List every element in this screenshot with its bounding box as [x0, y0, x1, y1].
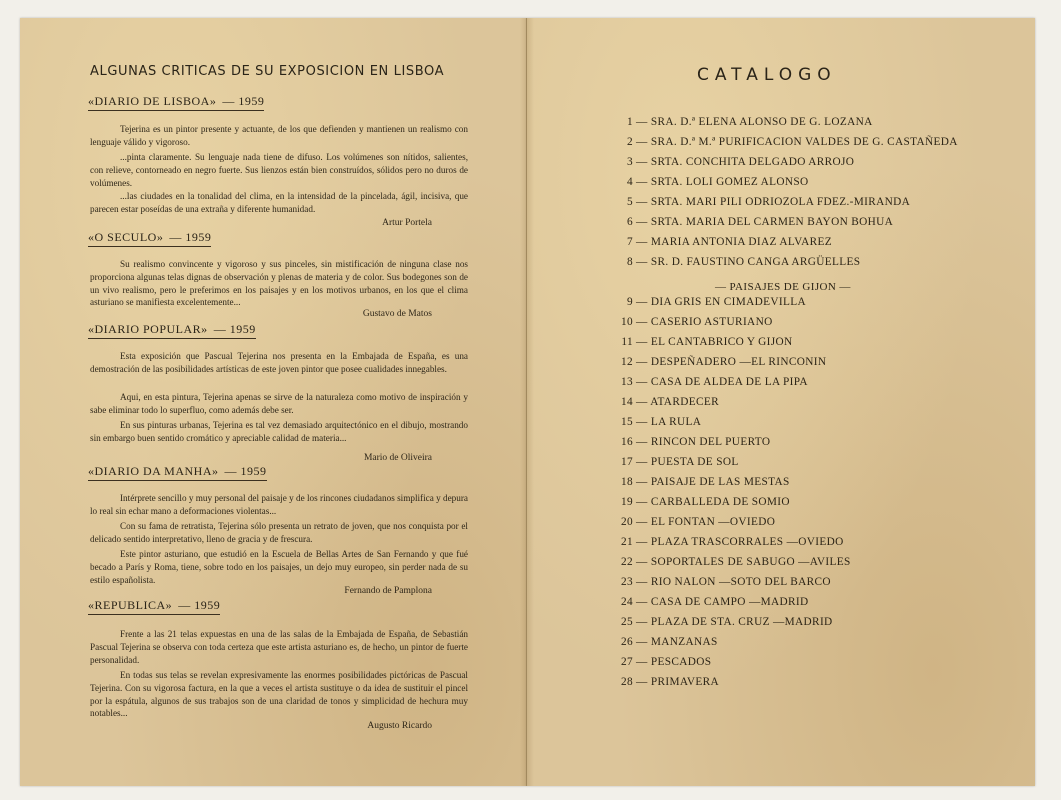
review-source-heading — [88, 230, 211, 247]
catalog-item-dash: — — [636, 436, 651, 448]
catalog-item-dash: — — [636, 516, 651, 528]
catalog-item — [605, 216, 893, 228]
catalog-item-title: PESCADOS — [650, 656, 712, 668]
catalog-item — [605, 156, 854, 168]
review-source: «O SECULO» — [88, 230, 164, 244]
catalog-item-number: 15 — [621, 416, 633, 428]
catalog-item-title: SRA. D.ª M.ª PURIFICACION VALDES DE G. CASTAÑEDA — [650, 136, 958, 148]
catalog-item-dash: — — [636, 576, 651, 588]
catalog-item-number: 20 — [621, 516, 633, 528]
catalog-item-number: 5 — [627, 196, 633, 208]
review-paragraph: Intérprete sencillo y muy personal del paisaje y de los rincones ciudadanos simplifica y depura lo real sin echar mano a deformaciones violentas... — [90, 493, 468, 516]
catalog-item — [605, 256, 860, 268]
catalog-item-title: CASA DE CAMPO —MADRID — [650, 596, 809, 608]
catalog-item-number: 6 — [627, 216, 633, 228]
review-paragraph: ...pinta claramente. Su lenguaje nada tiene de difuso. Los volúmenes son nítidos, salientes, con relieve, contorneado en negro fuerte. Sus lienzos están bien construídos, sólidos pero no duros de volúmenes. — [90, 152, 468, 188]
catalog-item-dash: — — [636, 256, 651, 268]
left-page-title: ALGUNAS CRITICAS DE SU EXPOSICION EN LISBOA — [90, 64, 445, 79]
catalog-item-dash: — — [636, 536, 651, 548]
catalog-item-title: PLAZA DE STA. CRUZ —MADRID — [650, 616, 833, 628]
catalog-item-dash: — — [636, 616, 651, 628]
catalog-item-number: 11 — [621, 336, 633, 348]
catalog-item-dash: — — [636, 376, 651, 388]
catalog-item-dash: — — [636, 656, 651, 668]
catalog-item — [605, 296, 806, 308]
catalog-item-title: EL CANTABRICO Y GIJON — [650, 336, 793, 348]
catalog-item-title: RINCON DEL PUERTO — [650, 436, 771, 448]
catalog-item-number: 26 — [621, 636, 633, 648]
catalog-item-number: 13 — [621, 376, 633, 388]
catalog-item-number: 22 — [621, 556, 633, 568]
catalog-item — [605, 376, 808, 388]
review-source-heading — [88, 322, 256, 339]
catalog-item-number: 4 — [627, 176, 633, 188]
page-fold — [520, 18, 534, 786]
catalog-item-dash: — — [636, 156, 651, 168]
catalog-item — [605, 476, 790, 488]
catalog-item-dash: — — [636, 396, 651, 408]
catalog-item-number: 1 — [627, 116, 633, 128]
catalog-item-title: PUESTA DE SOL — [650, 456, 739, 468]
catalog-item — [605, 356, 826, 368]
catalog-item — [605, 656, 711, 668]
review-year: — 1959 — [213, 322, 256, 336]
catalog-item — [605, 396, 719, 408]
catalog-item-dash: — — [636, 456, 651, 468]
review-source-heading — [88, 94, 264, 111]
review-paragraph: Tejerina es un pintor presente y actuante, de los que defienden y mantienen un realismo con lenguaje válido y vigoroso. — [90, 124, 468, 147]
catalog-item — [605, 616, 833, 628]
catalog-item-number: 24 — [621, 596, 633, 608]
catalog-item — [605, 456, 739, 468]
catalog-item-title: CASA DE ALDEA DE LA PIPA — [650, 376, 808, 388]
catalog-item-title: SOPORTALES DE SABUGO —AVILES — [650, 556, 851, 568]
catalog-item-number: 10 — [621, 316, 633, 328]
catalog-item — [605, 316, 773, 328]
catalog-item-number: 9 — [627, 296, 633, 308]
review-author: Mario de Oliveira — [363, 453, 432, 463]
catalog-item-number: 7 — [627, 236, 633, 248]
catalog-item — [605, 336, 793, 348]
catalog-item-dash: — — [636, 176, 651, 188]
review-author: Artur Portela — [382, 218, 432, 228]
catalog-item-title: SRTA. MARI PILI ODRIOZOLA FDEZ.-MIRANDA — [650, 196, 911, 208]
catalog-item-title: SRTA. LOLI GOMEZ ALONSO — [650, 176, 809, 188]
catalog-item-dash: — — [636, 416, 651, 428]
review-paragraph: En todas sus telas se revelan expresivamente las enormes posibilidades pictóricas de Pascual Tejerina. Con su vigorosa factura, en la que a veces el artista sustituye o da idea de sustituir el pincel por la espátula, algunos de sus trabajos son de una claridad de tonos y simplicidad de hechura muy notables... — [90, 670, 468, 719]
review-source-heading — [88, 464, 267, 481]
review-paragraph: Aqui, en esta pintura, Tejerina apenas se sirve de la naturaleza como motivo de inspiración y sabe eliminar todo lo superfluo, como además debe ser. — [90, 392, 468, 415]
catalog-item — [605, 576, 831, 588]
catalog-item-title: MANZANAS — [650, 636, 718, 648]
catalog-item-number: 23 — [621, 576, 633, 588]
catalog-item-number: 17 — [621, 456, 633, 468]
catalog-item — [605, 516, 775, 528]
review-paragraph: Con su fama de retratista, Tejerina sólo presenta un retrato de joven, que nos conquista por el delicado sentido interpretativo, lleno de gracia y de frescura. — [90, 521, 468, 544]
catalog-item-title: PLAZA TRASCORRALES —OVIEDO — [650, 536, 844, 548]
review-paragraph: Frente a las 21 telas expuestas en una de las salas de la Embajada de España, de Sebastián Pascual Tejerina se observa con toda certeza que este artista asturiano es, de hecho, un pintor de fuerte personalidad. — [90, 629, 468, 665]
catalog-item-dash: — — [636, 336, 651, 348]
catalog-item-title: RIO NALON —SOTO DEL BARCO — [650, 576, 831, 588]
review-year: — 1959 — [222, 94, 265, 108]
catalog-item-number: 14 — [621, 396, 633, 408]
review-year: — 1959 — [178, 598, 221, 612]
review-paragraph: Su realismo convincente y vigoroso y sus pinceles, sin mistificación de ninguna clase nos proporciona algunas telas dignas de observación y plenas de materia y de color. Sus bodegones son de un vivo realismo, pero le preferimos en los paisajes y en los motivos urbanos, en los que el clima asturiano se manifiesta excelentemente... — [90, 259, 468, 308]
catalog-item — [605, 436, 770, 448]
catalog-title: CATALOGO — [697, 65, 837, 85]
catalog-item-number: 16 — [621, 436, 633, 448]
review-source: «DIARIO DA MANHA» — [88, 464, 219, 478]
review-year: — 1959 — [224, 464, 267, 478]
catalog-item-number: 25 — [621, 616, 633, 628]
catalog-item-dash: — — [636, 136, 651, 148]
review-paragraph: Este pintor asturiano, que estudió en la Escuela de Bellas Artes de San Fernando y que fué becado a París y Roma, tiene, sobre todo en los paisajes, un dejo muy europeo, sin perder nada de su estilo españolista. — [90, 549, 468, 585]
review-source-heading — [88, 598, 220, 615]
catalog-item-title: DIA GRIS EN CIMADEVILLA — [650, 296, 807, 308]
catalog-item-title: CARBALLEDA DE SOMIO — [650, 496, 790, 508]
catalog-item-number: 27 — [621, 656, 633, 668]
catalog-item — [605, 676, 719, 688]
left-page — [20, 18, 527, 786]
catalog-item-dash: — — [636, 476, 651, 488]
catalog-subheading: — PAISAJES DE GIJON — — [715, 281, 851, 293]
catalog-item-title: CASERIO ASTURIANO — [650, 316, 773, 328]
catalog-item — [605, 496, 790, 508]
catalog-item — [605, 596, 809, 608]
catalog-item-number: 28 — [621, 676, 633, 688]
catalog-item-dash: — — [636, 236, 651, 248]
catalog-item — [605, 416, 701, 428]
catalog-item-dash: — — [636, 676, 651, 688]
catalog-item-dash: — — [636, 196, 651, 208]
review-paragraph: Esta exposición que Pascual Tejerina nos presenta en la Embajada de España, es una demostración de las posibilidades artísticas de este joven pintor que posee cualidades innegables. — [90, 351, 468, 374]
catalog-item-dash: — — [636, 496, 651, 508]
catalog-item-title: DESPEÑADERO —EL RINCONIN — [650, 356, 827, 368]
review-author: Augusto Ricardo — [367, 721, 432, 731]
catalog-item — [605, 196, 910, 208]
catalog-item — [605, 636, 718, 648]
catalog-item-dash: — — [636, 296, 651, 308]
review-source: «DIARIO DE LISBOA» — [88, 94, 217, 108]
catalog-item-number: 8 — [627, 256, 633, 268]
catalog-item-title: MARIA ANTONIA DIAZ ALVAREZ — [650, 236, 833, 248]
catalog-item-title: PAISAJE DE LAS MESTAS — [650, 476, 790, 488]
catalog-item-number: 3 — [627, 156, 633, 168]
catalog-item-title: SRA. D.ª ELENA ALONSO DE G. LOZANA — [650, 116, 873, 128]
catalog-item-number: 21 — [621, 536, 633, 548]
review-year: — 1959 — [169, 230, 212, 244]
catalog-item-dash: — — [636, 316, 651, 328]
catalog-item-number: 18 — [621, 476, 633, 488]
catalog-item-dash: — — [636, 116, 651, 128]
review-source: «REPUBLICA» — [88, 598, 173, 612]
catalog-item-dash: — — [636, 556, 651, 568]
review-author: Gustavo de Matos — [362, 309, 432, 319]
catalog-item — [605, 236, 832, 248]
catalog-item-number: 2 — [627, 136, 633, 148]
catalog-item — [605, 556, 851, 568]
catalog-item-title: LA RULA — [650, 416, 702, 428]
catalog-item — [605, 116, 873, 128]
catalog-item-number: 19 — [621, 496, 633, 508]
catalog-item-dash: — — [636, 356, 651, 368]
catalog-item — [605, 176, 809, 188]
catalog-item-number: 12 — [621, 356, 633, 368]
catalog-item-title: SRTA. CONCHITA DELGADO ARROJO — [650, 156, 855, 168]
catalog-item-title: ATARDECER — [650, 396, 719, 408]
review-author: Fernando de Pamplona — [344, 586, 432, 596]
catalog-item-dash: — — [636, 596, 651, 608]
catalog-item — [605, 136, 958, 148]
catalog-item-title: EL FONTAN —OVIEDO — [650, 516, 776, 528]
review-paragraph: En sus pinturas urbanas, Tejerina es tal vez demasiado arquitectónico en el dibujo, mostrando sin embargo buen sentido cromático y apreciable calidad de materia... — [90, 420, 468, 443]
catalog-item-dash: — — [636, 636, 651, 648]
review-source: «DIARIO POPULAR» — [88, 322, 208, 336]
catalog-item-title: SR. D. FAUSTINO CANGA ARGÜELLES — [650, 256, 861, 268]
catalog-item — [605, 536, 844, 548]
catalog-item-title: SRTA. MARIA DEL CARMEN BAYON BOHUA — [650, 216, 894, 228]
review-paragraph: ...las ciudades en la tonalidad del clima, en la intensidad de la pincelada, ágil, incisiva, que parecen estar poseídas de una extraña y diferente humanidad. — [90, 191, 468, 214]
catalog-item-dash: — — [636, 216, 651, 228]
catalog-item-title: PRIMAVERA — [650, 676, 720, 688]
right-page — [527, 18, 1035, 786]
